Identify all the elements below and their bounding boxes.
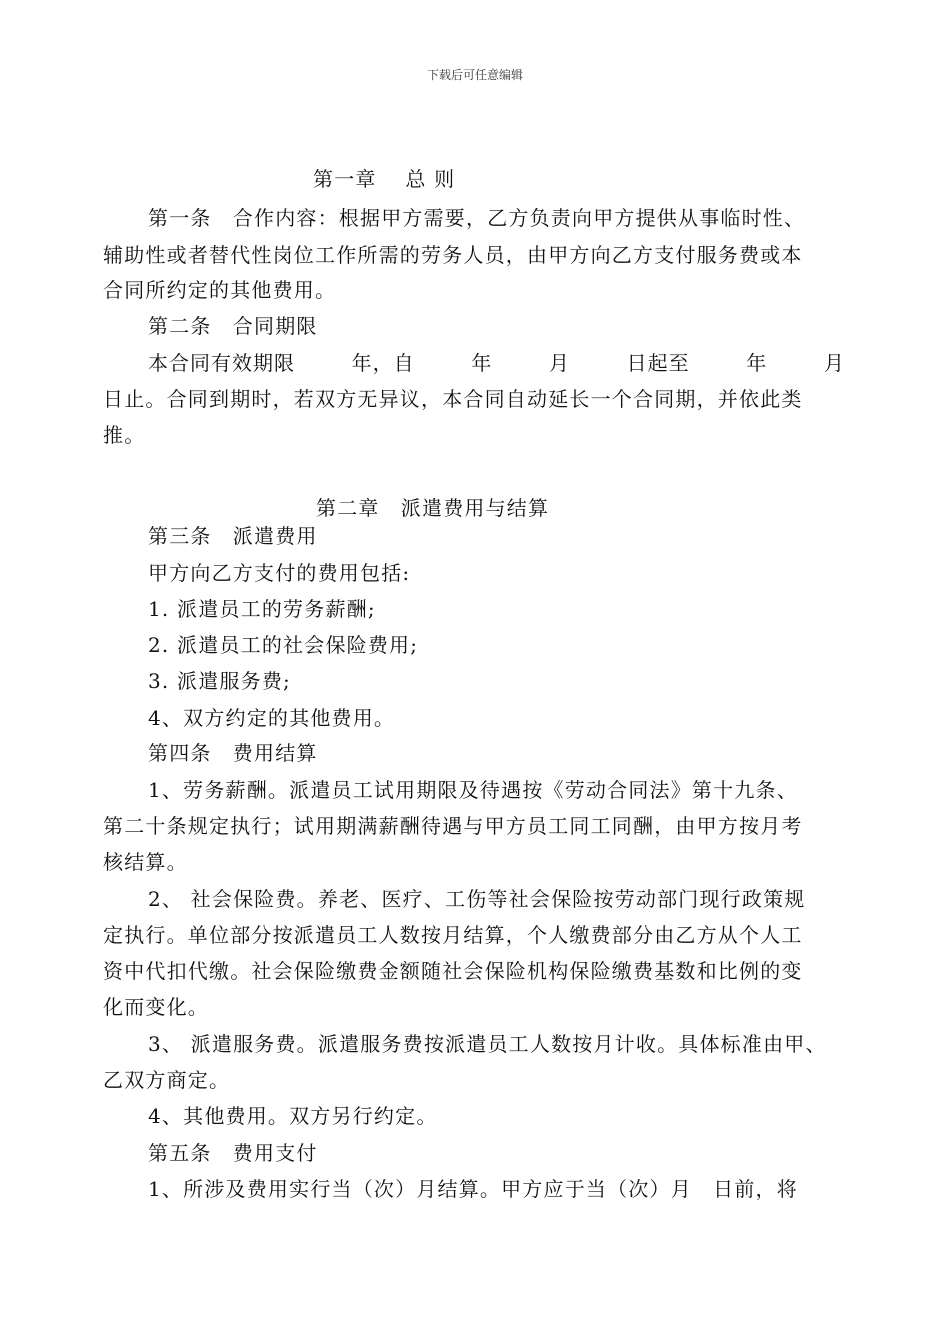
month-label-2: 月 <box>823 351 845 375</box>
article-4-p2-line-4: 化而变化。 <box>103 995 209 1019</box>
article-4-p4: 4、其他费用。双方另行约定。 <box>148 1104 438 1128</box>
article-2-line-3: 推。 <box>103 423 146 447</box>
list-item: 3. 派遣服务费; <box>148 669 291 693</box>
article-3-title: 第三条 派遣费用 <box>148 524 318 548</box>
article-1-line-2: 辅助性或者替代性岗位工作所需的劳务人员，由甲方向乙方支付服务费或本 <box>103 243 803 267</box>
chapter-2-title: 第二章 派遣费用与结算 <box>316 496 550 520</box>
article-4-p1-line-2: 第二十条规定执行；试用期满薪酬待遇与甲方员工同工同酬，由甲方按月考 <box>103 814 803 838</box>
chapter-1-title: 第一章 总 则 <box>313 167 456 191</box>
article-1-line-3: 合同所约定的其他费用。 <box>103 278 337 302</box>
year-label-2: 年 <box>746 351 768 375</box>
article-5-title: 第五条 费用支付 <box>148 1141 318 1165</box>
list-item: 1. 派遣员工的劳务薪酬; <box>148 597 376 621</box>
article-4-title: 第四条 费用结算 <box>148 741 318 765</box>
article-4-p1-line-1: 1、劳务薪酬。派遣员工试用期限及待遇按《劳动合同法》第十九条、 <box>148 778 798 802</box>
article-3-intro: 甲方向乙方支付的费用包括: <box>148 561 411 585</box>
article-1-line-1: 第一条 合作内容：根据甲方需要，乙方负责向甲方提供从事临时性、 <box>148 206 806 230</box>
year-label: 年 <box>471 351 493 375</box>
article-2-line-2: 日止。合同到期时，若双方无异议，本合同自动延长一个合同期，并依此类 <box>103 387 803 411</box>
day-until-label: 日起至 <box>626 351 690 375</box>
article-2-line-1 <box>148 350 845 376</box>
list-item: 4、双方约定的其他费用。 <box>148 706 396 730</box>
article-4-p2-line-2: 定执行。单位部分按派遣员工人数按月结算，个人缴费部分由乙方从个人工 <box>103 923 803 947</box>
article-2-title: 第二条 合同期限 <box>148 314 318 338</box>
page-header: 下载后可任意编辑 <box>426 68 523 82</box>
term-label: 本合同有效期限 <box>148 351 295 375</box>
year-from-label: 年，自 <box>351 351 415 375</box>
month-label: 月 <box>548 351 570 375</box>
article-4-p3-line-2: 乙双方商定。 <box>103 1068 231 1092</box>
article-4-p3-line-1: 3、 派遣服务费。派遣服务费按派遣员工人数按月计收。具体标准由甲、 <box>148 1032 827 1056</box>
list-item: 2. 派遣员工的社会保险费用; <box>148 633 419 657</box>
article-4-p2-line-3: 资中代扣代缴。社会保险缴费金额随社会保险机构保险缴费基数和比例的变 <box>103 959 803 983</box>
article-4-p2-line-1: 2、 社会保险费。养老、医疗、工伤等社会保险按劳动部门现行政策规 <box>148 887 806 911</box>
article-4-p1-line-3: 核结算。 <box>103 850 188 874</box>
article-5-p1-line-1: 1、所涉及费用实行当（次）月结算。甲方应于当（次）月 日前，将 <box>148 1177 798 1201</box>
